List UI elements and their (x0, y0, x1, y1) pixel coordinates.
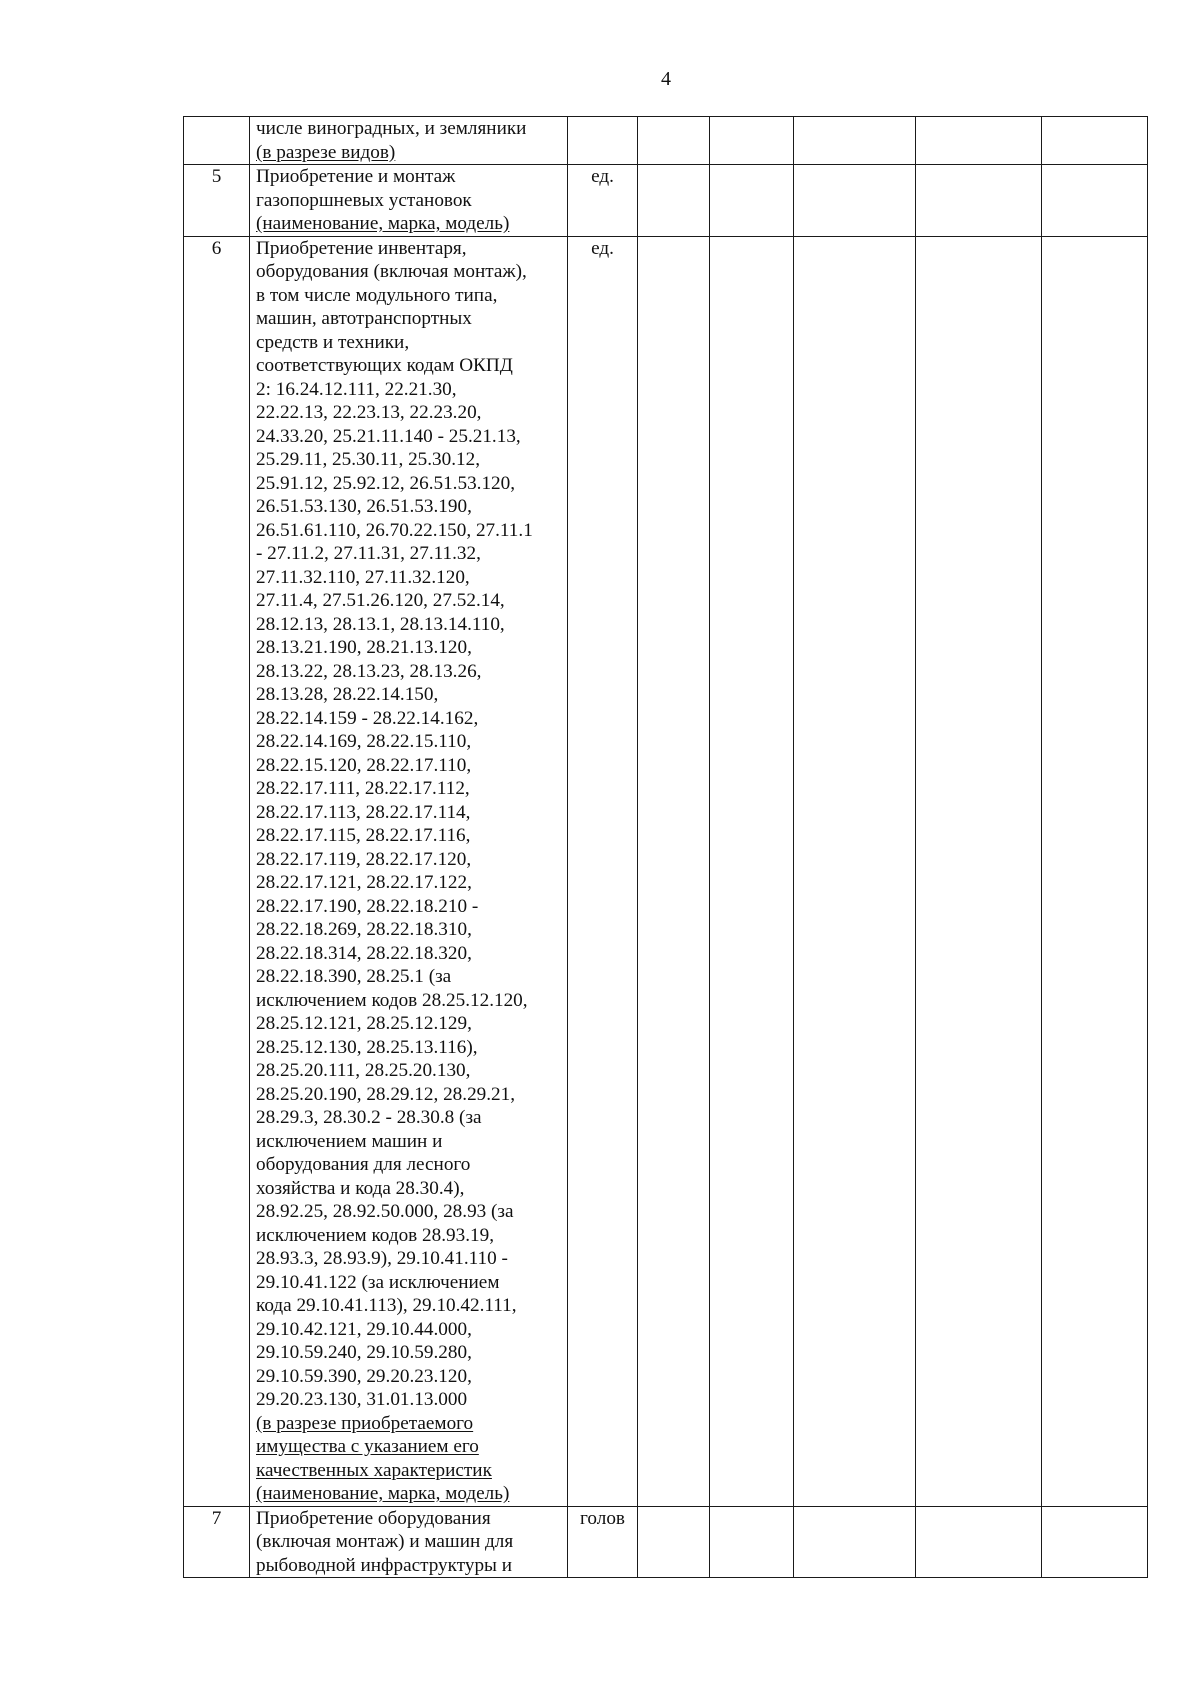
row-number-cell: 7 (184, 1506, 250, 1578)
description-line: кода 29.10.41.113), 29.10.42.111, (256, 1295, 517, 1316)
description-line: оборудования для лесного (256, 1154, 471, 1175)
empty-value-cell (1042, 165, 1148, 237)
description-line: рыбоводной инфраструктуры и (256, 1554, 512, 1576)
description-line: 28.29.3, 28.30.2 - 28.30.8 (за (256, 1107, 482, 1128)
empty-value-cell (710, 117, 794, 165)
unit-cell (568, 117, 638, 165)
empty-value-cell (1042, 117, 1148, 165)
row-number-cell: 6 (184, 236, 250, 1506)
description-line: исключением кодов 28.93.19, (256, 1224, 494, 1246)
description-line: - 27.11.2, 27.11.31, 27.11.32, (256, 543, 481, 564)
table-row (184, 117, 1148, 165)
description-line: 25.29.11, 25.30.11, 25.30.12, (256, 449, 481, 470)
row-number-cell: 5 (184, 165, 250, 237)
unit-cell: ед. (568, 236, 638, 1506)
description-line: 28.25.12.121, 28.25.12.129, (256, 1013, 472, 1034)
description-line: 28.22.18.314, 28.22.18.320, (256, 942, 472, 964)
empty-value-cell (638, 1506, 710, 1578)
description-line: Приобретение инвентаря, (256, 237, 467, 259)
empty-value-cell (1042, 236, 1148, 1506)
description-cell (250, 165, 568, 237)
table-row (184, 1506, 1148, 1578)
description-line: 28.22.18.269, 28.22.18.310, (256, 919, 472, 940)
description-line: 28.25.20.190, 28.29.12, 28.29.21, (256, 1083, 516, 1105)
empty-value-cell (710, 1506, 794, 1578)
description-line: 28.22.17.121, 28.22.17.122, (256, 872, 472, 893)
description-line: исключением кодов 28.25.12.120, (256, 989, 528, 1011)
description-cell (250, 117, 568, 165)
empty-value-cell (916, 165, 1042, 237)
description-line: 28.22.18.390, 28.25.1 (за (256, 966, 452, 987)
description-line: 26.51.61.110, 26.70.22.150, 27.11.1 (256, 519, 533, 541)
description-line: 28.25.20.111, 28.25.20.130, (256, 1060, 471, 1081)
description-line: газопоршневых установок (256, 189, 472, 211)
table-body (184, 117, 1148, 1578)
description-line: исключением машин и (256, 1130, 443, 1152)
description-line: (наименование, марка, модель) (256, 1483, 510, 1504)
description-line: 2: 16.24.12.111, 22.21.30, (256, 378, 457, 400)
empty-value-cell (916, 236, 1042, 1506)
description-line: 28.22.17.119, 28.22.17.120, (256, 848, 472, 870)
description-line: 28.22.17.113, 28.22.17.114, (256, 801, 471, 823)
description-line: машин, автотранспортных (256, 308, 472, 329)
description-line: в том числе модульного типа, (256, 284, 498, 306)
empty-value-cell (794, 236, 916, 1506)
description-line: хозяйства и кода 28.30.4), (256, 1177, 465, 1199)
description-line: 28.92.25, 28.92.50.000, 28.93 (за (256, 1201, 514, 1222)
description-line: 29.10.42.121, 29.10.44.000, (256, 1318, 472, 1340)
description-line: 29.10.59.390, 29.20.23.120, (256, 1365, 472, 1387)
unit-cell: ед. (568, 165, 638, 237)
row-number-cell (184, 117, 250, 165)
empty-value-cell (916, 117, 1042, 165)
description-cell (250, 236, 568, 1506)
description-line: Приобретение оборудования (256, 1507, 491, 1529)
description-line: (включая монтаж) и машин для (256, 1531, 514, 1552)
description-line: 28.25.12.130, 28.25.13.116), (256, 1036, 478, 1058)
description-line: оборудования (включая монтаж), (256, 261, 527, 282)
empty-value-cell (710, 165, 794, 237)
description-line: соответствующих кодам ОКПД (256, 355, 513, 376)
description-line: 28.13.28, 28.22.14.150, (256, 684, 439, 705)
description-line: 27.11.4, 27.51.26.120, 27.52.14, (256, 590, 505, 611)
empty-value-cell (638, 236, 710, 1506)
description-line: 28.22.14.169, 28.22.15.110, (256, 731, 472, 752)
unit-cell: голов (568, 1506, 638, 1578)
description-line: 28.13.22, 28.13.23, 28.13.26, (256, 660, 482, 682)
description-line: (наименование, марка, модель) (256, 213, 510, 234)
description-line: 28.22.17.190, 28.22.18.210 - (256, 895, 479, 917)
description-line: имущества с указанием его (256, 1436, 479, 1457)
table-row (184, 165, 1148, 237)
description-line: 29.20.23.130, 31.01.13.000 (256, 1389, 468, 1410)
description-line: числе виноградных, и земляники (256, 118, 527, 139)
description-line: 28.22.15.120, 28.22.17.110, (256, 754, 472, 776)
empty-value-cell (638, 165, 710, 237)
description-line: 28.12.13, 28.13.1, 28.13.14.110, (256, 613, 505, 635)
description-line: 28.13.21.190, 28.21.13.120, (256, 637, 472, 658)
description-line: 29.10.41.122 (за исключением (256, 1271, 500, 1293)
description-line: качественных характеристик (256, 1459, 492, 1481)
description-line: 27.11.32.110, 27.11.32.120, (256, 566, 470, 588)
description-line: (в разрезе видов) (256, 141, 396, 163)
empty-value-cell (794, 165, 916, 237)
data-table (183, 116, 1148, 1578)
empty-value-cell (916, 1506, 1042, 1578)
empty-value-cell (710, 236, 794, 1506)
description-cell (250, 1506, 568, 1578)
page-number: 4 (661, 68, 671, 90)
empty-value-cell (794, 117, 916, 165)
empty-value-cell (794, 1506, 916, 1578)
empty-value-cell (638, 117, 710, 165)
description-line: 28.93.3, 28.93.9), 29.10.41.110 - (256, 1248, 508, 1269)
description-line: 28.22.17.115, 28.22.17.116, (256, 825, 471, 846)
description-line: 26.51.53.130, 26.51.53.190, (256, 496, 472, 517)
description-line: 28.22.14.159 - 28.22.14.162, (256, 707, 479, 729)
table-row (184, 236, 1148, 1506)
description-line: 25.91.12, 25.92.12, 26.51.53.120, (256, 472, 516, 494)
description-line: 28.22.17.111, 28.22.17.112, (256, 778, 470, 799)
empty-value-cell (1042, 1506, 1148, 1578)
description-line: 24.33.20, 25.21.11.140 - 25.21.13, (256, 425, 521, 447)
description-line: 22.22.13, 22.23.13, 22.23.20, (256, 402, 482, 423)
description-line: средств и техники, (256, 331, 410, 353)
description-line: (в разрезе приобретаемого (256, 1412, 474, 1434)
description-line: 29.10.59.240, 29.10.59.280, (256, 1342, 472, 1363)
description-line: Приобретение и монтаж (256, 166, 456, 187)
